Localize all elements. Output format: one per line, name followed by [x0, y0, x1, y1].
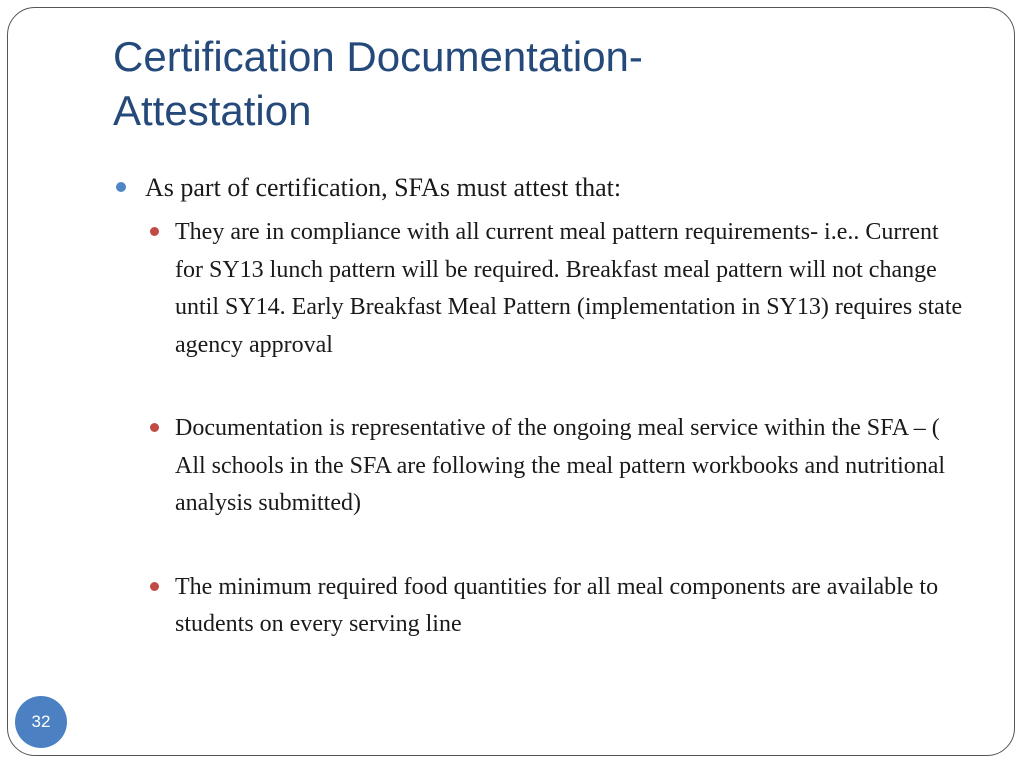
sub-bullet-documentation [175, 410, 963, 523]
sub-bullet-compliance [175, 214, 963, 364]
sub-bullet-quantities [175, 569, 963, 644]
sub-bullet-dot-icon [150, 582, 159, 591]
bullet-text: As part of certification, SFAs must attest that: [145, 173, 622, 202]
bullet-dot-icon [116, 182, 126, 192]
slide-title-line-1: Certification Documentation- [113, 33, 643, 80]
sub-bullet-text: The minimum required food quantities for all meal components are available to students on every serving line [175, 573, 939, 637]
sub-bullet-text: Documentation is representative of the ongoing meal service within the SFA – ( All schools in the SFA are following the meal pattern workbooks and nutritional analysis submitted) [175, 415, 946, 516]
sub-bullet-text: They are in compliance with all current meal pattern requirements- i.e.. Current for SY13 lunch pattern will be required. Breakfast meal pattern will not change until SY14. Early Breakfast Meal Pattern (implementation in SY13) requires state agency approval [175, 219, 963, 358]
slide-title [113, 30, 933, 138]
page-number-badge: 32 [15, 696, 67, 748]
bullet-level1 [113, 170, 963, 206]
sub-bullet-dot-icon [150, 227, 159, 236]
bullet-list [113, 170, 963, 690]
slide-title-line-2: Attestation [113, 87, 312, 134]
sub-bullet-dot-icon [150, 423, 159, 432]
